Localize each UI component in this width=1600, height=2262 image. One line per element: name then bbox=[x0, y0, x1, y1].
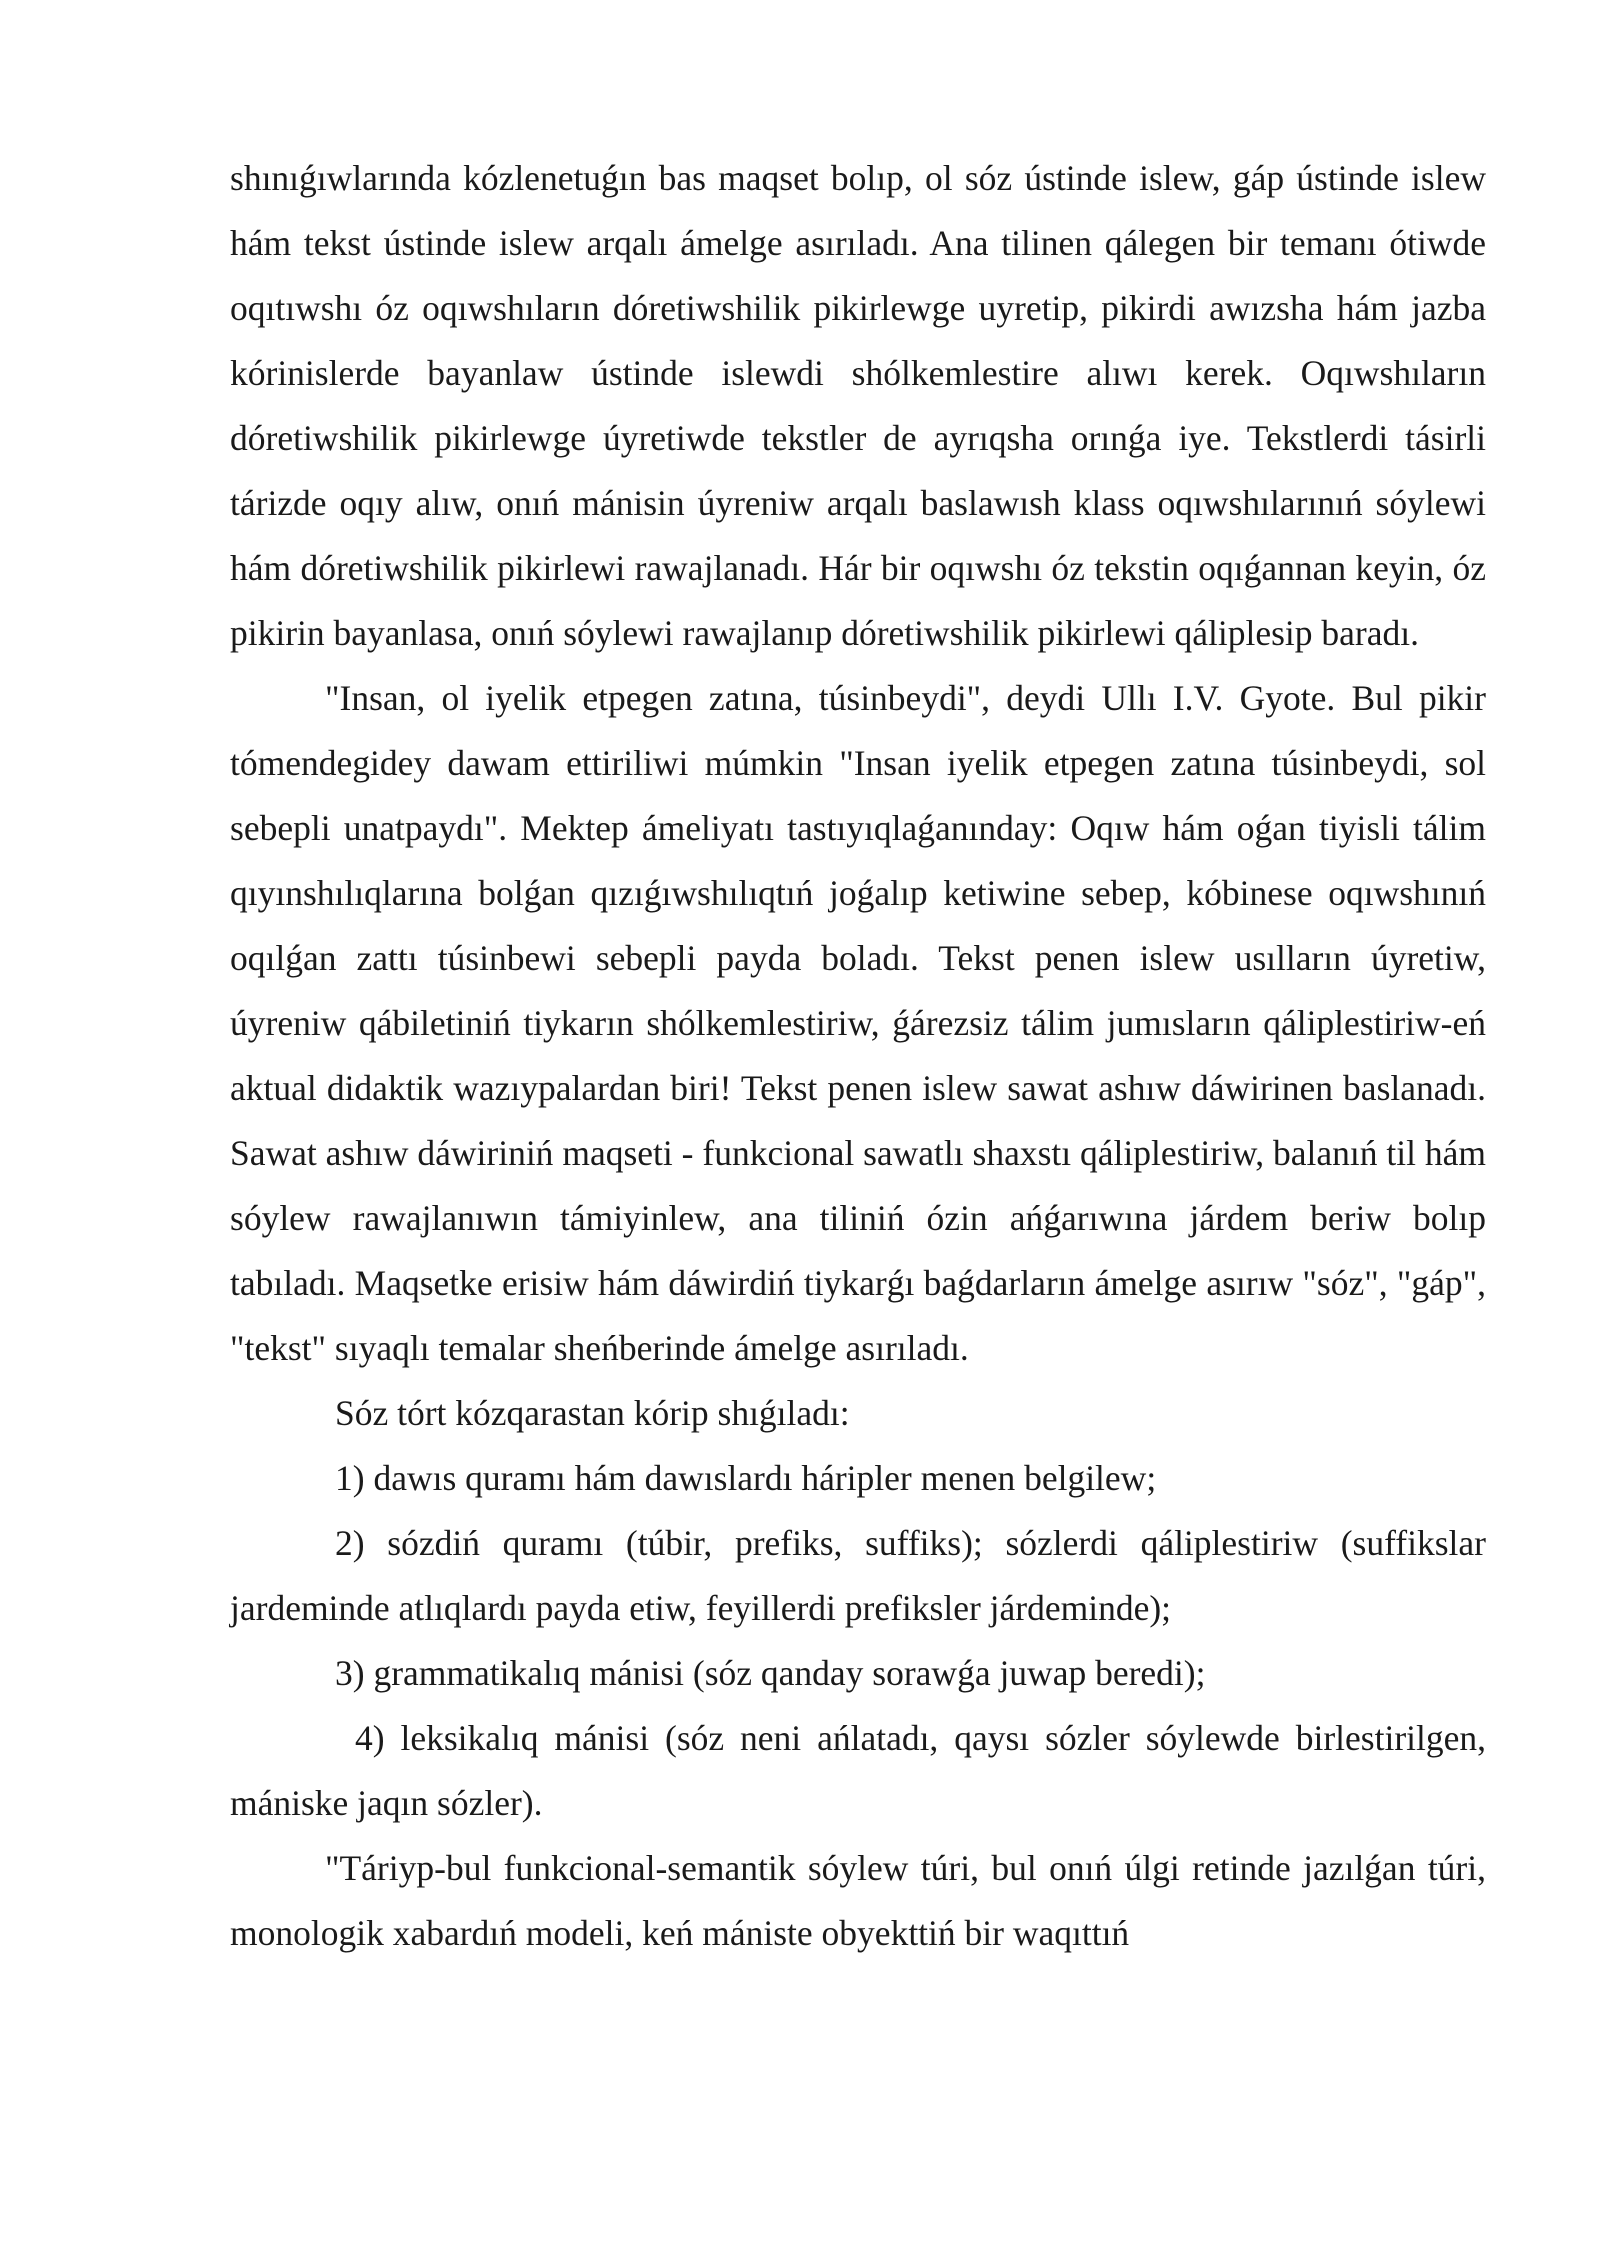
list-item-3: 3) grammatikalıq mánisi (sóz qanday sorawǵa juwap beredi); bbox=[335, 1653, 1206, 1693]
paragraph-definition: "Táriyp-bul funkcional-semantik sóylew túri, bul onıń úlgi retinde jazılǵan túri, monologik xabardıń modeli, keń mániste obyekttiń bir waqıttıń bbox=[230, 1848, 1486, 1953]
paragraph-word-aspects-intro: Sóz tórt kózqarastan kórip shıǵıladı: bbox=[335, 1393, 850, 1433]
list-item-4: 4) leksikalıq mánisi (sóz neni ańlatadı, qaysı sózler sóylewde birlestirilgen, mániske jaqın sózler). bbox=[230, 1718, 1486, 1823]
paragraph-gyote-quote: "Insan, ol iyelik etpegen zatına, túsinbeydi", deydi Ullı I.V. Gyote. Bul pikir tómendegidey dawam ettiriliwi múmkin "Insan iyelik etpegen zatına túsinbeydi, sol sebepli unatpaydı". Mektep ámeliyatı tastıyıqlaǵanınday: Oqıw hám oǵan tiyisli tálim qıyınshılıqlarına bolǵan qızıǵıwshılıqtıń joǵalıp ketiwine sebep, kóbinese oqıwshınıń oqılǵan zattı túsinbewi sebepli payda boladı. Tekst penen islew usılların úyretiw, úyreniw qábiletiniń tiykarın shólkemlestiriw, ǵárezsiz tálim jumısların qáliplestiriw-eń aktual didaktik wazıypalardan biri! Tekst penen islew sawat ashıw dáwirinen baslanadı. Sawat ashıw dáwiriniń maqseti - funkcional sawatlı shaxstı qáliplestiriw, balanıń til hám sóylew rawajlanıwın támiyinlew, ana tiliniń ózin ańǵarıwına járdem beriw bolıp tabıladı. Maqsetke erisiw hám dáwirdiń tiykarǵı baǵdarların ámelge asırıw "sóz", "gáp", "tekst" sıyaqlı temalar sheńberinde ámelge asırıladı. bbox=[230, 678, 1486, 1368]
document-body bbox=[230, 146, 1486, 1966]
list-item-2: 2) sózdiń quramı (túbir, prefiks, suffiks); sózlerdi qáliplestiriw (suffikslar jardeminde atlıqlardı payda etiw, feyillerdi prefiksler járdeminde); bbox=[230, 1523, 1486, 1628]
list-item-1: 1) dawıs quramı hám dawıslardı háripler menen belgilew; bbox=[335, 1458, 1157, 1498]
paragraph-intro-continuation: shınıǵıwlarında kózlenetuǵın bas maqset bolıp, ol sóz ústinde islew, gáp ústinde islew hám tekst ústinde islew arqalı ámelge asırıladı. Ana tilinen qálegen bir temanı ótiwde oqıtıwshı óz oqıwshıların dóretiwshilik pikirlewge uyretip, pikirdi awızsha hám jazba kórinislerde bayanlaw ústinde islewdi shólkemlestire alıwı kerek. Oqıwshıların dóretiwshilik pikirlewge úyretiwde tekstler de ayrıqsha orınǵa iye. Tekstlerdi tásirli tárizde oqıy alıw, onıń mánisin úyreniw arqalı baslawısh klass oqıwshılarınıń sóylewi hám dóretiwshilik pikirlewi rawajlanadı. Hár bir oqıwshı óz tekstin oqıǵannan keyin, óz pikirin bayanlasa, onıń sóylewi rawajlanıp dóretiwshilik pikirlewi qáliplesip baradı. bbox=[230, 158, 1486, 653]
